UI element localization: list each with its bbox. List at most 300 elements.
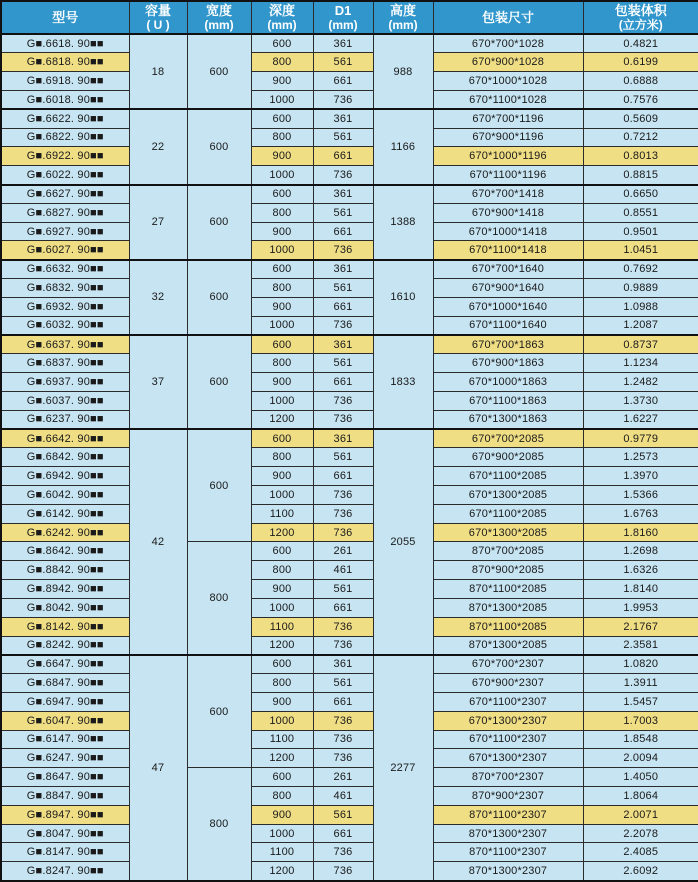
depth-cell: 1100 bbox=[251, 730, 313, 749]
package-volume-cell: 1.7003 bbox=[583, 711, 698, 730]
capacity-cell: 37 bbox=[129, 335, 187, 429]
depth-cell: 600 bbox=[251, 768, 313, 787]
package-volume-cell: 0.6199 bbox=[583, 53, 698, 72]
d1-cell: 661 bbox=[313, 467, 373, 486]
model-cell: G■.6937. 90■■ bbox=[1, 373, 129, 392]
table-row bbox=[1, 824, 698, 843]
depth-cell: 900 bbox=[251, 692, 313, 711]
model-cell: G■.6037. 90■■ bbox=[1, 391, 129, 410]
table-row bbox=[1, 448, 698, 467]
package-size-cell: 670*1300*2307 bbox=[433, 711, 583, 730]
model-cell: G■.8942. 90■■ bbox=[1, 580, 129, 599]
table-row bbox=[1, 711, 698, 730]
d1-cell: 661 bbox=[313, 692, 373, 711]
depth-cell: 800 bbox=[251, 279, 313, 298]
model-cell: G■.8947. 90■■ bbox=[1, 805, 129, 824]
depth-cell: 800 bbox=[251, 128, 313, 147]
table-row bbox=[1, 260, 698, 279]
model-cell: G■.8047. 90■■ bbox=[1, 824, 129, 843]
depth-cell: 800 bbox=[251, 354, 313, 373]
package-size-cell: 670*1100*1196 bbox=[433, 166, 583, 185]
column-header-unit: ( U ) bbox=[146, 18, 170, 33]
depth-cell: 900 bbox=[251, 805, 313, 824]
d1-cell: 361 bbox=[313, 335, 373, 354]
table-row bbox=[1, 542, 698, 561]
d1-cell: 736 bbox=[313, 523, 373, 542]
table-row bbox=[1, 768, 698, 787]
width-cell: 600 bbox=[187, 34, 251, 109]
column-header-label: 包装尺寸 bbox=[481, 9, 534, 25]
width-cell: 600 bbox=[187, 335, 251, 429]
package-size-cell: 670*900*1196 bbox=[433, 128, 583, 147]
package-volume-cell: 1.3911 bbox=[583, 674, 698, 693]
model-cell: G■.6242. 90■■ bbox=[1, 523, 129, 542]
table-row bbox=[1, 467, 698, 486]
d1-cell: 361 bbox=[313, 260, 373, 279]
column-header-height bbox=[373, 1, 433, 34]
capacity-cell: 22 bbox=[129, 109, 187, 184]
model-cell: G■.8642. 90■■ bbox=[1, 542, 129, 561]
model-cell: G■.8147. 90■■ bbox=[1, 843, 129, 862]
depth-cell: 800 bbox=[251, 448, 313, 467]
d1-cell: 561 bbox=[313, 203, 373, 222]
column-header-label: 宽度 bbox=[205, 2, 232, 18]
package-volume-cell: 0.9779 bbox=[583, 429, 698, 448]
package-volume-cell: 1.0988 bbox=[583, 297, 698, 316]
model-cell: G■.6247. 90■■ bbox=[1, 749, 129, 768]
package-volume-cell: 0.8551 bbox=[583, 203, 698, 222]
column-header-label: 包装体积 bbox=[614, 2, 667, 18]
header-row bbox=[1, 1, 698, 34]
column-header-unit: (立方米) bbox=[618, 18, 663, 33]
height-cell: 1833 bbox=[373, 335, 433, 429]
table-header bbox=[1, 1, 698, 34]
d1-cell: 736 bbox=[313, 843, 373, 862]
depth-cell: 900 bbox=[251, 467, 313, 486]
table-row bbox=[1, 805, 698, 824]
package-volume-cell: 2.4085 bbox=[583, 843, 698, 862]
model-cell: G■.8142. 90■■ bbox=[1, 617, 129, 636]
model-cell: G■.6147. 90■■ bbox=[1, 730, 129, 749]
package-size-cell: 670*1100*2085 bbox=[433, 504, 583, 523]
depth-cell: 1100 bbox=[251, 843, 313, 862]
package-volume-cell: 0.7576 bbox=[583, 90, 698, 109]
package-volume-cell: 1.2482 bbox=[583, 373, 698, 392]
package-size-cell: 670*700*1028 bbox=[433, 34, 583, 53]
d1-cell: 736 bbox=[313, 862, 373, 881]
column-header-label: 深度 bbox=[268, 2, 295, 18]
d1-cell: 361 bbox=[313, 185, 373, 204]
package-size-cell: 670*1100*1640 bbox=[433, 316, 583, 335]
package-size-cell: 870*1300*2085 bbox=[433, 598, 583, 617]
d1-cell: 661 bbox=[313, 72, 373, 91]
table-row bbox=[1, 523, 698, 542]
package-volume-cell: 1.0820 bbox=[583, 655, 698, 674]
package-size-cell: 670*1000*1028 bbox=[433, 72, 583, 91]
table-row bbox=[1, 166, 698, 185]
depth-cell: 1100 bbox=[251, 504, 313, 523]
d1-cell: 561 bbox=[313, 580, 373, 599]
model-cell: G■.6632. 90■■ bbox=[1, 260, 129, 279]
d1-cell: 736 bbox=[313, 636, 373, 655]
column-header-label: 高度 bbox=[389, 2, 416, 18]
package-volume-cell: 1.1234 bbox=[583, 354, 698, 373]
table-row bbox=[1, 147, 698, 166]
package-size-cell: 670*1000*1640 bbox=[433, 297, 583, 316]
table-row bbox=[1, 241, 698, 260]
capacity-cell: 42 bbox=[129, 429, 187, 655]
package-size-cell: 870*1100*2085 bbox=[433, 617, 583, 636]
table-row bbox=[1, 90, 698, 109]
model-cell: G■.6042. 90■■ bbox=[1, 486, 129, 505]
column-header-label: D1 bbox=[334, 2, 352, 18]
table-row bbox=[1, 203, 698, 222]
model-cell: G■.6647. 90■■ bbox=[1, 655, 129, 674]
package-size-cell: 670*1300*2085 bbox=[433, 523, 583, 542]
depth-cell: 800 bbox=[251, 674, 313, 693]
d1-cell: 561 bbox=[313, 674, 373, 693]
package-size-cell: 670*900*1418 bbox=[433, 203, 583, 222]
model-cell: G■.6922. 90■■ bbox=[1, 147, 129, 166]
package-size-cell: 670*1300*2307 bbox=[433, 749, 583, 768]
width-cell: 800 bbox=[187, 542, 251, 655]
package-volume-cell: 2.2078 bbox=[583, 824, 698, 843]
depth-cell: 1200 bbox=[251, 862, 313, 881]
package-volume-cell: 1.9953 bbox=[583, 598, 698, 617]
package-volume-cell: 2.6092 bbox=[583, 862, 698, 881]
model-cell: G■.6818. 90■■ bbox=[1, 53, 129, 72]
depth-cell: 1000 bbox=[251, 316, 313, 335]
width-cell: 600 bbox=[187, 109, 251, 184]
model-cell: G■.6837. 90■■ bbox=[1, 354, 129, 373]
package-volume-cell: 1.2698 bbox=[583, 542, 698, 561]
package-size-cell: 670*700*1196 bbox=[433, 109, 583, 128]
package-size-cell: 670*900*2307 bbox=[433, 674, 583, 693]
model-cell: G■.6018. 90■■ bbox=[1, 90, 129, 109]
package-volume-cell: 2.1767 bbox=[583, 617, 698, 636]
d1-cell: 661 bbox=[313, 147, 373, 166]
width-cell: 600 bbox=[187, 185, 251, 260]
package-volume-cell: 1.4050 bbox=[583, 768, 698, 787]
model-cell: G■.8242. 90■■ bbox=[1, 636, 129, 655]
height-cell: 2055 bbox=[373, 429, 433, 655]
table-row bbox=[1, 787, 698, 806]
package-volume-cell: 0.8737 bbox=[583, 335, 698, 354]
column-header-width bbox=[187, 1, 251, 34]
model-cell: G■.8647. 90■■ bbox=[1, 768, 129, 787]
model-cell: G■.6047. 90■■ bbox=[1, 711, 129, 730]
d1-cell: 561 bbox=[313, 805, 373, 824]
depth-cell: 600 bbox=[251, 335, 313, 354]
package-size-cell: 870*1100*2307 bbox=[433, 805, 583, 824]
depth-cell: 600 bbox=[251, 655, 313, 674]
depth-cell: 1200 bbox=[251, 523, 313, 542]
table-row bbox=[1, 730, 698, 749]
model-cell: G■.6627. 90■■ bbox=[1, 185, 129, 204]
d1-cell: 461 bbox=[313, 787, 373, 806]
model-cell: G■.6927. 90■■ bbox=[1, 222, 129, 241]
table-row bbox=[1, 674, 698, 693]
d1-cell: 736 bbox=[313, 391, 373, 410]
package-volume-cell: 1.0451 bbox=[583, 241, 698, 260]
column-header-unit: (mm) bbox=[388, 18, 418, 33]
package-size-cell: 670*1300*2085 bbox=[433, 486, 583, 505]
table-row bbox=[1, 862, 698, 881]
d1-cell: 736 bbox=[313, 486, 373, 505]
model-cell: G■.6618. 90■■ bbox=[1, 34, 129, 53]
table-row bbox=[1, 580, 698, 599]
depth-cell: 900 bbox=[251, 147, 313, 166]
d1-cell: 461 bbox=[313, 561, 373, 580]
model-cell: G■.6847. 90■■ bbox=[1, 674, 129, 693]
model-cell: G■.6637. 90■■ bbox=[1, 335, 129, 354]
d1-cell: 661 bbox=[313, 824, 373, 843]
d1-cell: 736 bbox=[313, 166, 373, 185]
package-volume-cell: 1.2087 bbox=[583, 316, 698, 335]
width-cell: 800 bbox=[187, 768, 251, 881]
package-size-cell: 670*900*1640 bbox=[433, 279, 583, 298]
table-row bbox=[1, 354, 698, 373]
d1-cell: 361 bbox=[313, 34, 373, 53]
depth-cell: 1200 bbox=[251, 410, 313, 429]
depth-cell: 1100 bbox=[251, 617, 313, 636]
package-volume-cell: 0.5609 bbox=[583, 109, 698, 128]
model-cell: G■.6832. 90■■ bbox=[1, 279, 129, 298]
table-row bbox=[1, 185, 698, 204]
table-row bbox=[1, 504, 698, 523]
table-row bbox=[1, 316, 698, 335]
d1-cell: 736 bbox=[313, 241, 373, 260]
width-cell: 600 bbox=[187, 260, 251, 335]
model-cell: G■.8042. 90■■ bbox=[1, 598, 129, 617]
package-size-cell: 670*700*2307 bbox=[433, 655, 583, 674]
depth-cell: 800 bbox=[251, 787, 313, 806]
table-row bbox=[1, 53, 698, 72]
depth-cell: 1200 bbox=[251, 636, 313, 655]
depth-cell: 1000 bbox=[251, 241, 313, 260]
table-row bbox=[1, 561, 698, 580]
package-volume-cell: 1.2573 bbox=[583, 448, 698, 467]
model-cell: G■.6642. 90■■ bbox=[1, 429, 129, 448]
depth-cell: 1000 bbox=[251, 486, 313, 505]
package-volume-cell: 2.0094 bbox=[583, 749, 698, 768]
column-header-label: 容量 bbox=[144, 2, 171, 18]
package-volume-cell: 0.7212 bbox=[583, 128, 698, 147]
d1-cell: 561 bbox=[313, 279, 373, 298]
depth-cell: 600 bbox=[251, 109, 313, 128]
model-cell: G■.6142. 90■■ bbox=[1, 504, 129, 523]
package-volume-cell: 1.6227 bbox=[583, 410, 698, 429]
table-row bbox=[1, 128, 698, 147]
depth-cell: 600 bbox=[251, 429, 313, 448]
package-size-cell: 870*700*2307 bbox=[433, 768, 583, 787]
depth-cell: 900 bbox=[251, 222, 313, 241]
table-row bbox=[1, 391, 698, 410]
package-size-cell: 870*900*2307 bbox=[433, 787, 583, 806]
depth-cell: 800 bbox=[251, 561, 313, 580]
depth-cell: 900 bbox=[251, 72, 313, 91]
depth-cell: 600 bbox=[251, 542, 313, 561]
package-size-cell: 670*1100*1863 bbox=[433, 391, 583, 410]
package-size-cell: 670*1100*2307 bbox=[433, 730, 583, 749]
package-size-cell: 870*1100*2085 bbox=[433, 580, 583, 599]
capacity-cell: 47 bbox=[129, 655, 187, 881]
package-size-cell: 670*1000*1418 bbox=[433, 222, 583, 241]
package-volume-cell: 2.3581 bbox=[583, 636, 698, 655]
table-row bbox=[1, 655, 698, 674]
table-row bbox=[1, 297, 698, 316]
column-header-unit: (mm) bbox=[267, 18, 297, 33]
depth-cell: 1000 bbox=[251, 824, 313, 843]
d1-cell: 736 bbox=[313, 617, 373, 636]
depth-cell: 1000 bbox=[251, 598, 313, 617]
model-cell: G■.6842. 90■■ bbox=[1, 448, 129, 467]
model-cell: G■.8247. 90■■ bbox=[1, 862, 129, 881]
package-volume-cell: 0.4821 bbox=[583, 34, 698, 53]
d1-cell: 661 bbox=[313, 297, 373, 316]
depth-cell: 900 bbox=[251, 580, 313, 599]
height-cell: 988 bbox=[373, 34, 433, 109]
package-volume-cell: 0.6650 bbox=[583, 185, 698, 204]
package-volume-cell: 1.8064 bbox=[583, 787, 698, 806]
d1-cell: 561 bbox=[313, 354, 373, 373]
package-volume-cell: 1.6326 bbox=[583, 561, 698, 580]
d1-cell: 736 bbox=[313, 504, 373, 523]
width-cell: 600 bbox=[187, 655, 251, 768]
depth-cell: 1000 bbox=[251, 391, 313, 410]
d1-cell: 361 bbox=[313, 429, 373, 448]
d1-cell: 736 bbox=[313, 730, 373, 749]
package-size-cell: 870*1300*2307 bbox=[433, 824, 583, 843]
d1-cell: 736 bbox=[313, 90, 373, 109]
package-size-cell: 870*1300*2085 bbox=[433, 636, 583, 655]
d1-cell: 261 bbox=[313, 768, 373, 787]
depth-cell: 1000 bbox=[251, 711, 313, 730]
d1-cell: 661 bbox=[313, 222, 373, 241]
package-size-cell: 670*1100*2307 bbox=[433, 692, 583, 711]
table-row bbox=[1, 843, 698, 862]
d1-cell: 261 bbox=[313, 542, 373, 561]
d1-cell: 736 bbox=[313, 711, 373, 730]
package-size-cell: 670*700*1863 bbox=[433, 335, 583, 354]
package-size-cell: 670*1000*1196 bbox=[433, 147, 583, 166]
d1-cell: 661 bbox=[313, 598, 373, 617]
model-cell: G■.6918. 90■■ bbox=[1, 72, 129, 91]
table-row bbox=[1, 72, 698, 91]
package-size-cell: 870*900*2085 bbox=[433, 561, 583, 580]
model-cell: G■.6932. 90■■ bbox=[1, 297, 129, 316]
table-row bbox=[1, 335, 698, 354]
package-volume-cell: 0.9889 bbox=[583, 279, 698, 298]
depth-cell: 900 bbox=[251, 373, 313, 392]
package-size-cell: 870*700*2085 bbox=[433, 542, 583, 561]
table-row bbox=[1, 373, 698, 392]
package-volume-cell: 1.8548 bbox=[583, 730, 698, 749]
depth-cell: 900 bbox=[251, 297, 313, 316]
package-volume-cell: 1.3970 bbox=[583, 467, 698, 486]
table-row bbox=[1, 222, 698, 241]
package-size-cell: 670*1300*1863 bbox=[433, 410, 583, 429]
package-volume-cell: 1.6763 bbox=[583, 504, 698, 523]
table-body bbox=[1, 34, 698, 881]
package-volume-cell: 0.8013 bbox=[583, 147, 698, 166]
package-size-cell: 870*1300*2307 bbox=[433, 862, 583, 881]
table-row bbox=[1, 429, 698, 448]
model-cell: G■.6237. 90■■ bbox=[1, 410, 129, 429]
column-header-package-volume bbox=[583, 1, 698, 34]
column-header-model bbox=[1, 1, 129, 34]
column-header-package-size bbox=[433, 1, 583, 34]
column-header-unit: (mm) bbox=[204, 18, 234, 33]
model-cell: G■.8842. 90■■ bbox=[1, 561, 129, 580]
table-row bbox=[1, 109, 698, 128]
package-size-cell: 870*1100*2307 bbox=[433, 843, 583, 862]
package-size-cell: 670*1000*1863 bbox=[433, 373, 583, 392]
table-row bbox=[1, 636, 698, 655]
package-size-cell: 670*700*2085 bbox=[433, 429, 583, 448]
table-row bbox=[1, 279, 698, 298]
depth-cell: 1000 bbox=[251, 166, 313, 185]
table-row bbox=[1, 486, 698, 505]
depth-cell: 600 bbox=[251, 34, 313, 53]
package-volume-cell: 1.8140 bbox=[583, 580, 698, 599]
height-cell: 1166 bbox=[373, 109, 433, 184]
package-size-cell: 670*900*2085 bbox=[433, 448, 583, 467]
table-row bbox=[1, 617, 698, 636]
column-header-d1 bbox=[313, 1, 373, 34]
package-volume-cell: 1.5457 bbox=[583, 692, 698, 711]
depth-cell: 800 bbox=[251, 53, 313, 72]
package-size-cell: 670*1100*1418 bbox=[433, 241, 583, 260]
package-volume-cell: 0.6888 bbox=[583, 72, 698, 91]
table-row bbox=[1, 34, 698, 53]
package-volume-cell: 0.8815 bbox=[583, 166, 698, 185]
d1-cell: 736 bbox=[313, 316, 373, 335]
capacity-cell: 18 bbox=[129, 34, 187, 109]
model-cell: G■.6622. 90■■ bbox=[1, 109, 129, 128]
table-row bbox=[1, 598, 698, 617]
package-volume-cell: 1.8160 bbox=[583, 523, 698, 542]
column-header-unit: (mm) bbox=[328, 18, 358, 33]
depth-cell: 600 bbox=[251, 185, 313, 204]
model-cell: G■.8847. 90■■ bbox=[1, 787, 129, 806]
depth-cell: 1200 bbox=[251, 749, 313, 768]
height-cell: 2277 bbox=[373, 655, 433, 881]
model-cell: G■.6942. 90■■ bbox=[1, 467, 129, 486]
d1-cell: 736 bbox=[313, 749, 373, 768]
height-cell: 1610 bbox=[373, 260, 433, 335]
d1-cell: 661 bbox=[313, 373, 373, 392]
package-size-cell: 670*900*1863 bbox=[433, 354, 583, 373]
d1-cell: 561 bbox=[313, 448, 373, 467]
package-volume-cell: 1.5366 bbox=[583, 486, 698, 505]
model-cell: G■.6022. 90■■ bbox=[1, 166, 129, 185]
table-row bbox=[1, 410, 698, 429]
d1-cell: 736 bbox=[313, 410, 373, 429]
d1-cell: 561 bbox=[313, 128, 373, 147]
width-cell: 600 bbox=[187, 429, 251, 542]
capacity-cell: 32 bbox=[129, 260, 187, 335]
depth-cell: 800 bbox=[251, 203, 313, 222]
depth-cell: 600 bbox=[251, 260, 313, 279]
column-header-depth bbox=[251, 1, 313, 34]
depth-cell: 1000 bbox=[251, 90, 313, 109]
package-volume-cell: 2.0071 bbox=[583, 805, 698, 824]
package-size-cell: 670*1100*1028 bbox=[433, 90, 583, 109]
model-cell: G■.6027. 90■■ bbox=[1, 241, 129, 260]
column-header-label: 型号 bbox=[52, 9, 79, 25]
d1-cell: 361 bbox=[313, 655, 373, 674]
